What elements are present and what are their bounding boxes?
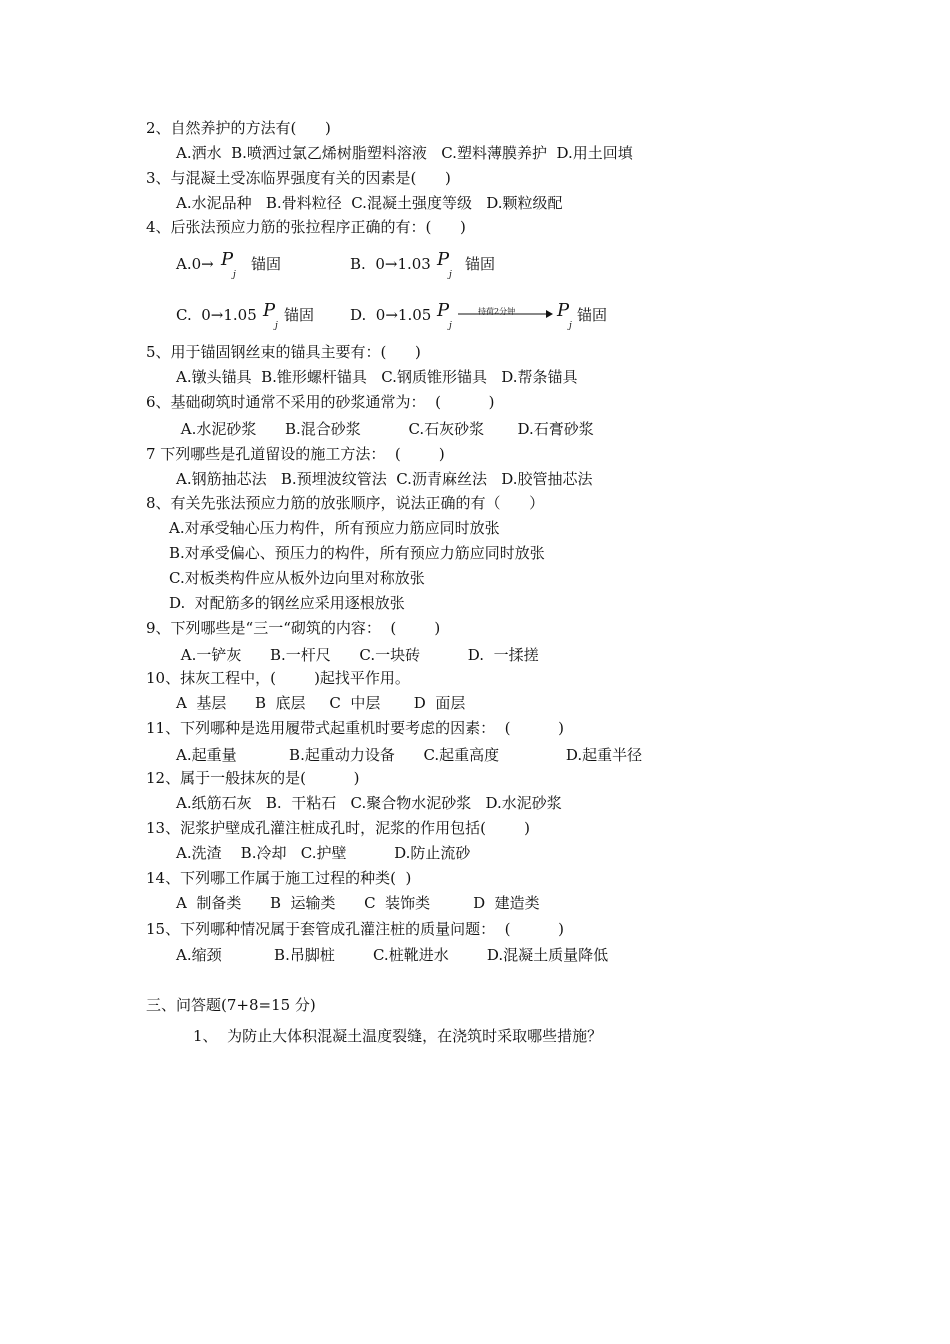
q4a-prefix: A.0→: [176, 255, 214, 273]
question-15-options: A.缩颈 B.吊脚桩 C.桩靴进水 D.混凝土质量降低: [176, 946, 609, 964]
question-11-options: A.起重量 B.起重动力设备 C.起重高度 D.起重半径: [176, 746, 643, 764]
question-12-stem: 12、属于一般抹灰的是( ): [146, 769, 360, 787]
question-2-stem: 2、自然养护的方法有( ): [146, 119, 331, 137]
q4d-hold-label: 持荷2分钟: [478, 307, 516, 316]
question-15-stem: 15、下列哪种情况属于套管成孔灌注桩的质量问题： ( ): [146, 920, 565, 938]
question-5-stem: 5、用于锚固钢丝束的锚具主要有：( ): [146, 343, 421, 361]
question-6-options: A.水泥砂浆 B.混合砂浆 C.石灰砂浆 D.石膏砂浆: [176, 420, 594, 438]
question-10-stem: 10、抹灰工程中，( )起找平作用。: [146, 669, 410, 687]
question-10-options: A 基层 B 底层 C 中层 D 面层: [176, 694, 466, 712]
q4b-anchor: 锚固: [465, 255, 496, 273]
question-7-options: A.钢筋抽芯法 B.预埋波纹管法 C.沥青麻丝法 D.胶管抽芯法: [176, 470, 593, 488]
question-14-stem: 14、下列哪工作属于施工过程的种类( ): [146, 869, 412, 887]
long-arrow-icon: [458, 308, 554, 320]
question-14-options: A 制备类 B 运输类 C 装饰类 D 建造类: [176, 894, 540, 912]
q4a-anchor: 锚固: [251, 255, 282, 273]
question-4-stem: 4、后张法预应力筋的张拉程序正确的有：( ): [146, 218, 466, 236]
q4b-prefix: B. 0→1.03: [350, 255, 431, 273]
question-8-stem: 8、有关先张法预应力筋的放张顺序，说法正确的有（ ）: [146, 494, 545, 512]
question-9-stem: 9、下列哪些是“三一“砌筑的内容： ( ): [146, 619, 441, 637]
question-9-options: A.一铲灰 B.一杆尺 C.一块砖 D. 一揉搓: [176, 646, 539, 664]
q4c-prefix: C. 0→1.05: [176, 306, 257, 324]
q4c-j-subscript: j: [275, 321, 278, 331]
q4d-prefix: D. 0→1.05: [350, 306, 432, 324]
q4d-j-subscript: j: [449, 321, 452, 331]
q4d-anchor: 锚固: [577, 306, 608, 324]
question-8-option-b: B.对承受偏心、预压力的构件，所有预应力筋应同时放张: [169, 544, 545, 562]
question-13-stem: 13、泥浆护壁成孔灌注桩成孔时，泥浆的作用包括( ): [146, 819, 530, 837]
q4d-p-symbol-2: P: [557, 300, 570, 321]
q4c-anchor: 锚固: [284, 306, 315, 324]
q4d-j-subscript-2: j: [569, 321, 572, 331]
question-3-options: A.水泥品种 B.骨料粒径 C.混凝土强度等级 D.颗粒级配: [176, 194, 563, 212]
q4b-j-subscript: j: [449, 270, 452, 280]
question-8-option-c: C.对板类构件应从板外边向里对称放张: [169, 569, 425, 587]
question-12-options: A.纸筋石灰 B. 干粘石 C.聚合物水泥砂浆 D.水泥砂浆: [176, 794, 562, 812]
question-8-option-a: A.对承受轴心压力构件，所有预应力筋应同时放张: [169, 519, 500, 537]
q4b-p-symbol: P: [437, 249, 450, 270]
question-6-stem: 6、基础砌筑时通常不采用的砂浆通常为： ( ): [146, 393, 495, 411]
q4a-j-subscript: j: [233, 270, 236, 280]
question-13-options: A.洗渣 B.冷却 C.护壁 D.防止流砂: [176, 844, 471, 862]
question-7-stem: 7 下列哪些是孔道留设的施工方法： ( ): [146, 445, 445, 463]
q4d-p-symbol: P: [437, 300, 450, 321]
question-2-options: A.洒水 B.喷洒过氯乙烯树脂塑料溶液 C.塑料薄膜养护 D.用土回填: [176, 144, 633, 162]
question-3-stem: 3、与混凝土受冻临界强度有关的因素是( ): [146, 169, 451, 187]
q4a-p-symbol: P: [221, 249, 234, 270]
question-8-option-d: D. 对配筋多的钢丝应采用逐根放张: [169, 594, 405, 612]
section-3-heading: 三、问答题(7+8=15 分): [146, 996, 316, 1014]
section-3-question-1: 1、 为防止大体积混凝土温度裂缝，在浇筑时采取哪些措施？: [193, 1027, 603, 1045]
question-11-stem: 11、下列哪种是选用履带式起重机时要考虑的因素： ( ): [146, 719, 565, 737]
q4c-p-symbol: P: [263, 300, 276, 321]
question-5-options: A.镦头锚具 B.锥形螺杆锚具 C.钢质锥形锚具 D.帮条锚具: [176, 368, 578, 386]
